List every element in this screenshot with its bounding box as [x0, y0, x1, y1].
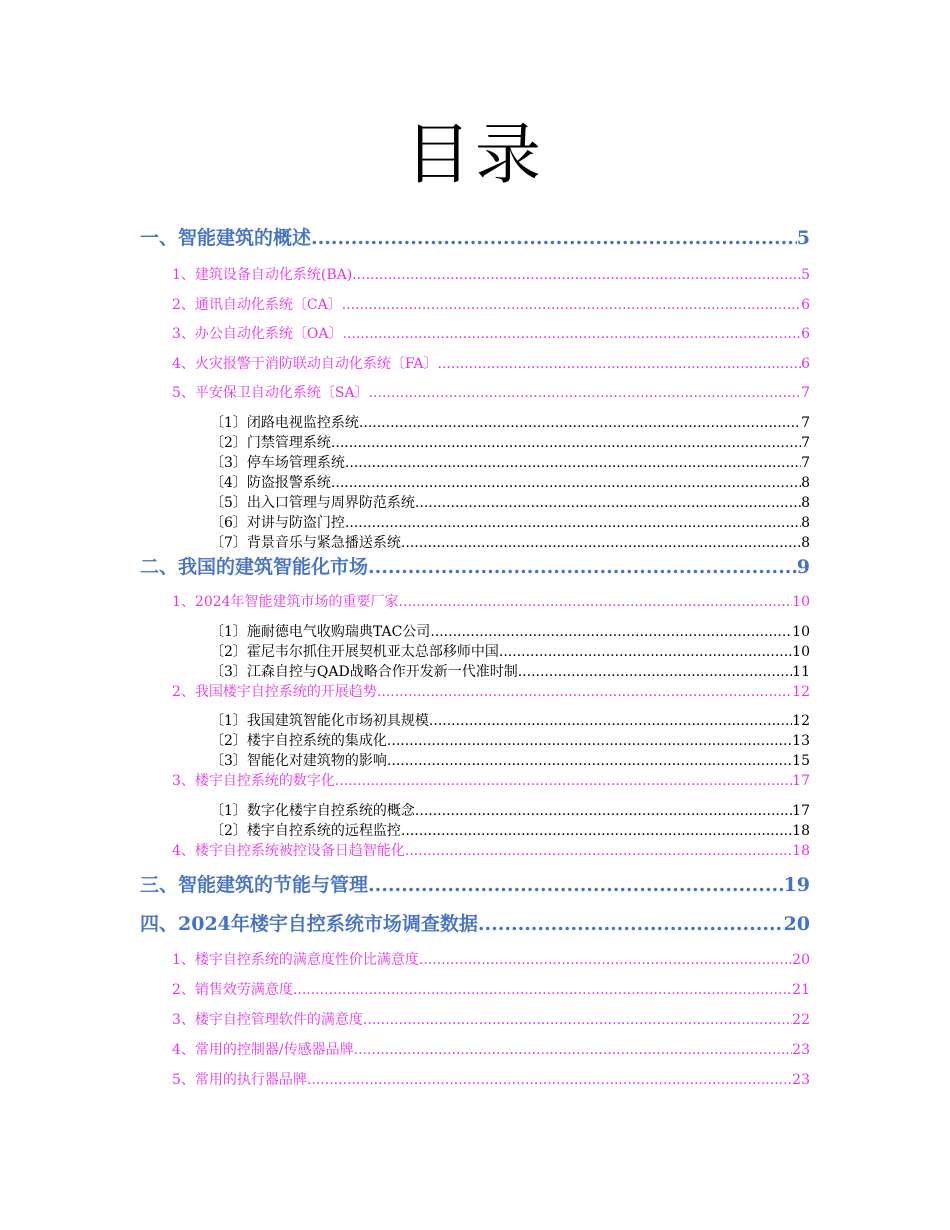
- dot-leader: [331, 473, 801, 493]
- toc-entry-item[interactable]: [210, 801, 810, 821]
- dot-leader: [363, 1010, 792, 1030]
- dot-leader: [342, 295, 801, 315]
- toc-entry-page: 7: [801, 435, 810, 451]
- toc-entry-label: 5、常用的执行器品牌: [172, 1072, 307, 1088]
- dot-leader: [478, 911, 784, 937]
- toc-entry-page: 10: [792, 644, 810, 660]
- toc-entry-page: 5: [796, 227, 810, 249]
- dot-leader: [415, 493, 801, 513]
- toc-entry-subsection[interactable]: [172, 980, 810, 1000]
- toc-entry-label: 〔7〕背景音乐与紧急播送系统: [210, 535, 401, 551]
- toc-entry-item[interactable]: [210, 662, 810, 682]
- dot-leader: [518, 662, 792, 682]
- toc-entry-label: 1、建筑设备自动化系统(BA): [172, 267, 353, 283]
- toc-entry-label: 4、火灾报警于消防联动自动化系统〔FA〕: [172, 356, 438, 372]
- dot-leader: [405, 841, 792, 861]
- toc-entry-item[interactable]: [210, 731, 810, 751]
- toc-entry-page: 8: [801, 515, 810, 531]
- toc-entry-label: 〔1〕数字化楼宇自控系统的概念: [210, 803, 415, 819]
- dot-leader: [399, 592, 793, 612]
- toc-entry-label: 2、销售效劳满意度: [172, 982, 293, 998]
- toc-entry-item[interactable]: [210, 513, 810, 533]
- toc-entry-label: 3、楼宇自控管理软件的满意度: [172, 1012, 363, 1028]
- toc-entry-subsection[interactable]: [172, 354, 810, 374]
- toc-entry-subsection[interactable]: [172, 1010, 810, 1030]
- toc-entry-label: 1、楼宇自控系统的满意度性价比满意度: [172, 952, 419, 968]
- toc-entry-page: 8: [801, 475, 810, 491]
- toc-entry-label: 〔2〕门禁管理系统: [210, 435, 331, 451]
- toc-entry-page: 6: [801, 297, 810, 313]
- toc-entry-subsection[interactable]: [172, 1070, 810, 1090]
- dot-leader: [354, 1040, 793, 1060]
- toc-entry-label: 〔5〕出入口管理与周界防范系统: [210, 495, 415, 511]
- toc-entry-label: 〔2〕楼宇自控系统的集成化: [210, 733, 387, 749]
- dot-leader: [387, 751, 792, 771]
- dot-leader: [293, 980, 792, 1000]
- toc-entry-page: 10: [792, 594, 810, 610]
- dot-leader: [438, 354, 802, 374]
- toc-entry-page: 7: [801, 455, 810, 471]
- dot-leader: [415, 801, 792, 821]
- toc-entry-subsection[interactable]: [172, 324, 810, 344]
- toc-entry-page: 8: [801, 495, 810, 511]
- dot-leader: [419, 950, 792, 970]
- dot-leader: [401, 533, 801, 553]
- dot-leader: [307, 1070, 792, 1090]
- toc-entry-page: 19: [783, 874, 810, 896]
- toc-entry-page: 15: [792, 753, 810, 769]
- toc-entry-page: 8: [801, 535, 810, 551]
- dot-leader: [429, 711, 792, 731]
- toc-entry-section-3[interactable]: [140, 872, 810, 898]
- toc-entry-page: 10: [792, 624, 810, 640]
- toc-entry-label: 二、我国的建筑智能化市场: [140, 556, 369, 578]
- toc-entry-page: 9: [796, 556, 810, 578]
- dot-leader: [345, 513, 801, 533]
- toc-entry-label: 4、楼宇自控系统被控设备日趋智能化: [172, 843, 405, 859]
- toc-entry-item[interactable]: [210, 413, 810, 433]
- toc-entry-page: 6: [801, 326, 810, 342]
- dot-leader: [368, 554, 797, 580]
- toc-entry-subsection[interactable]: [172, 950, 810, 970]
- toc-entry-label: 5、平安保卫自动化系统〔SA〕: [172, 385, 369, 401]
- toc-entry-page: 22: [792, 1012, 810, 1028]
- dot-leader: [430, 622, 792, 642]
- toc-entry-label: 〔1〕我国建筑智能化市场初具规模: [210, 713, 429, 729]
- toc-entry-item[interactable]: [210, 751, 810, 771]
- toc-entry-page: 5: [801, 267, 810, 283]
- page-title: 目录: [405, 116, 545, 193]
- toc-entry-item[interactable]: [210, 533, 810, 553]
- dot-leader: [335, 771, 792, 791]
- toc-entry-page: 17: [792, 803, 810, 819]
- toc-entry-page: 13: [792, 733, 810, 749]
- dot-leader: [499, 642, 792, 662]
- dot-leader: [369, 383, 801, 403]
- toc-entry-section-2[interactable]: [140, 554, 810, 580]
- toc-entry-item[interactable]: [210, 821, 810, 841]
- dot-leader: [359, 413, 801, 433]
- toc-entry-section-4[interactable]: [140, 911, 810, 937]
- toc-entry-item[interactable]: [210, 453, 810, 473]
- dot-leader: [343, 324, 802, 344]
- dot-leader: [387, 731, 792, 751]
- toc-entry-label: 3、楼宇自控系统的数字化: [172, 773, 335, 789]
- toc-entry-label: 四、2024年楼宇自控系统市场调查数据: [140, 913, 478, 935]
- toc-entry-page: 12: [792, 684, 810, 700]
- toc-entry-item[interactable]: [210, 711, 810, 731]
- toc-entry-page: 20: [783, 913, 810, 935]
- toc-entry-label: 〔2〕楼宇自控系统的远程监控: [210, 823, 401, 839]
- toc-entry-label: 〔3〕江森自控与QAD战略合作开发新一代准时制: [210, 664, 518, 680]
- dot-leader: [352, 265, 801, 285]
- dot-leader: [377, 682, 792, 702]
- dot-leader: [331, 433, 801, 453]
- toc-entry-subsection[interactable]: [172, 265, 810, 285]
- toc-entry-subsection[interactable]: [172, 841, 810, 861]
- toc-entry-page: 7: [801, 385, 810, 401]
- toc-entry-page: 7: [801, 415, 810, 431]
- toc-entry-label: 〔3〕智能化对建筑物的影响: [210, 753, 387, 769]
- dot-leader: [311, 225, 797, 251]
- toc-entry-label: 〔1〕闭路电视监控系统: [210, 415, 359, 431]
- toc-entry-label: 4、常用的控制器/传感器品牌: [172, 1042, 354, 1058]
- toc-entry-label: 一、智能建筑的概述: [140, 227, 312, 249]
- toc-entry-page: 18: [792, 823, 810, 839]
- toc-entry-label: 3、办公自动化系统〔OA〕: [172, 326, 343, 342]
- toc-entry-page: 23: [792, 1042, 810, 1058]
- toc-entry-page: 18: [792, 843, 810, 859]
- toc-entry-page: 6: [801, 356, 810, 372]
- toc-entry-page: 20: [792, 952, 810, 968]
- toc-entry-subsection[interactable]: [172, 383, 810, 403]
- toc-entry-subsection[interactable]: [172, 295, 810, 315]
- toc-entry-label: 2、通讯自动化系统〔CA〕: [172, 297, 342, 313]
- toc-entry-label: 〔3〕停车场管理系统: [210, 455, 345, 471]
- dot-leader: [345, 453, 801, 473]
- toc-entry-subsection[interactable]: [172, 592, 810, 612]
- toc-entry-subsection[interactable]: [172, 682, 810, 702]
- toc-entry-subsection[interactable]: [172, 771, 810, 791]
- toc-entry-label: 2、我国楼宇自控系统的开展趋势: [172, 684, 377, 700]
- toc-entry-label: 〔4〕防盗报警系统: [210, 475, 331, 491]
- toc-entry-page: 17: [792, 773, 810, 789]
- toc-entry-subsection[interactable]: [172, 1040, 810, 1060]
- dot-leader: [368, 872, 784, 898]
- toc-entry-label: 〔1〕施耐德电气收购瑞典TAC公司: [210, 624, 431, 640]
- toc-entry-label: 1、2024年智能建筑市场的重要厂家: [172, 594, 399, 610]
- toc-entry-page: 11: [792, 664, 810, 680]
- toc-entry-page: 21: [792, 982, 810, 998]
- dot-leader: [401, 821, 792, 841]
- toc-entry-section-1[interactable]: [140, 225, 810, 251]
- toc-entry-label: 三、智能建筑的节能与管理: [140, 874, 369, 896]
- toc-entry-page: 23: [792, 1072, 810, 1088]
- toc-entry-item[interactable]: [210, 493, 810, 513]
- toc-entry-item[interactable]: [210, 642, 810, 662]
- toc-entry-item[interactable]: [210, 433, 810, 453]
- toc-entry-label: 〔2〕霍尼韦尔抓住开展契机亚太总部移师中国: [210, 644, 499, 660]
- toc-entry-page: 12: [792, 713, 810, 729]
- toc-entry-item[interactable]: [210, 473, 810, 493]
- toc-entry-label: 〔6〕对讲与防盗门控: [210, 515, 345, 531]
- toc-entry-item[interactable]: [210, 622, 810, 642]
